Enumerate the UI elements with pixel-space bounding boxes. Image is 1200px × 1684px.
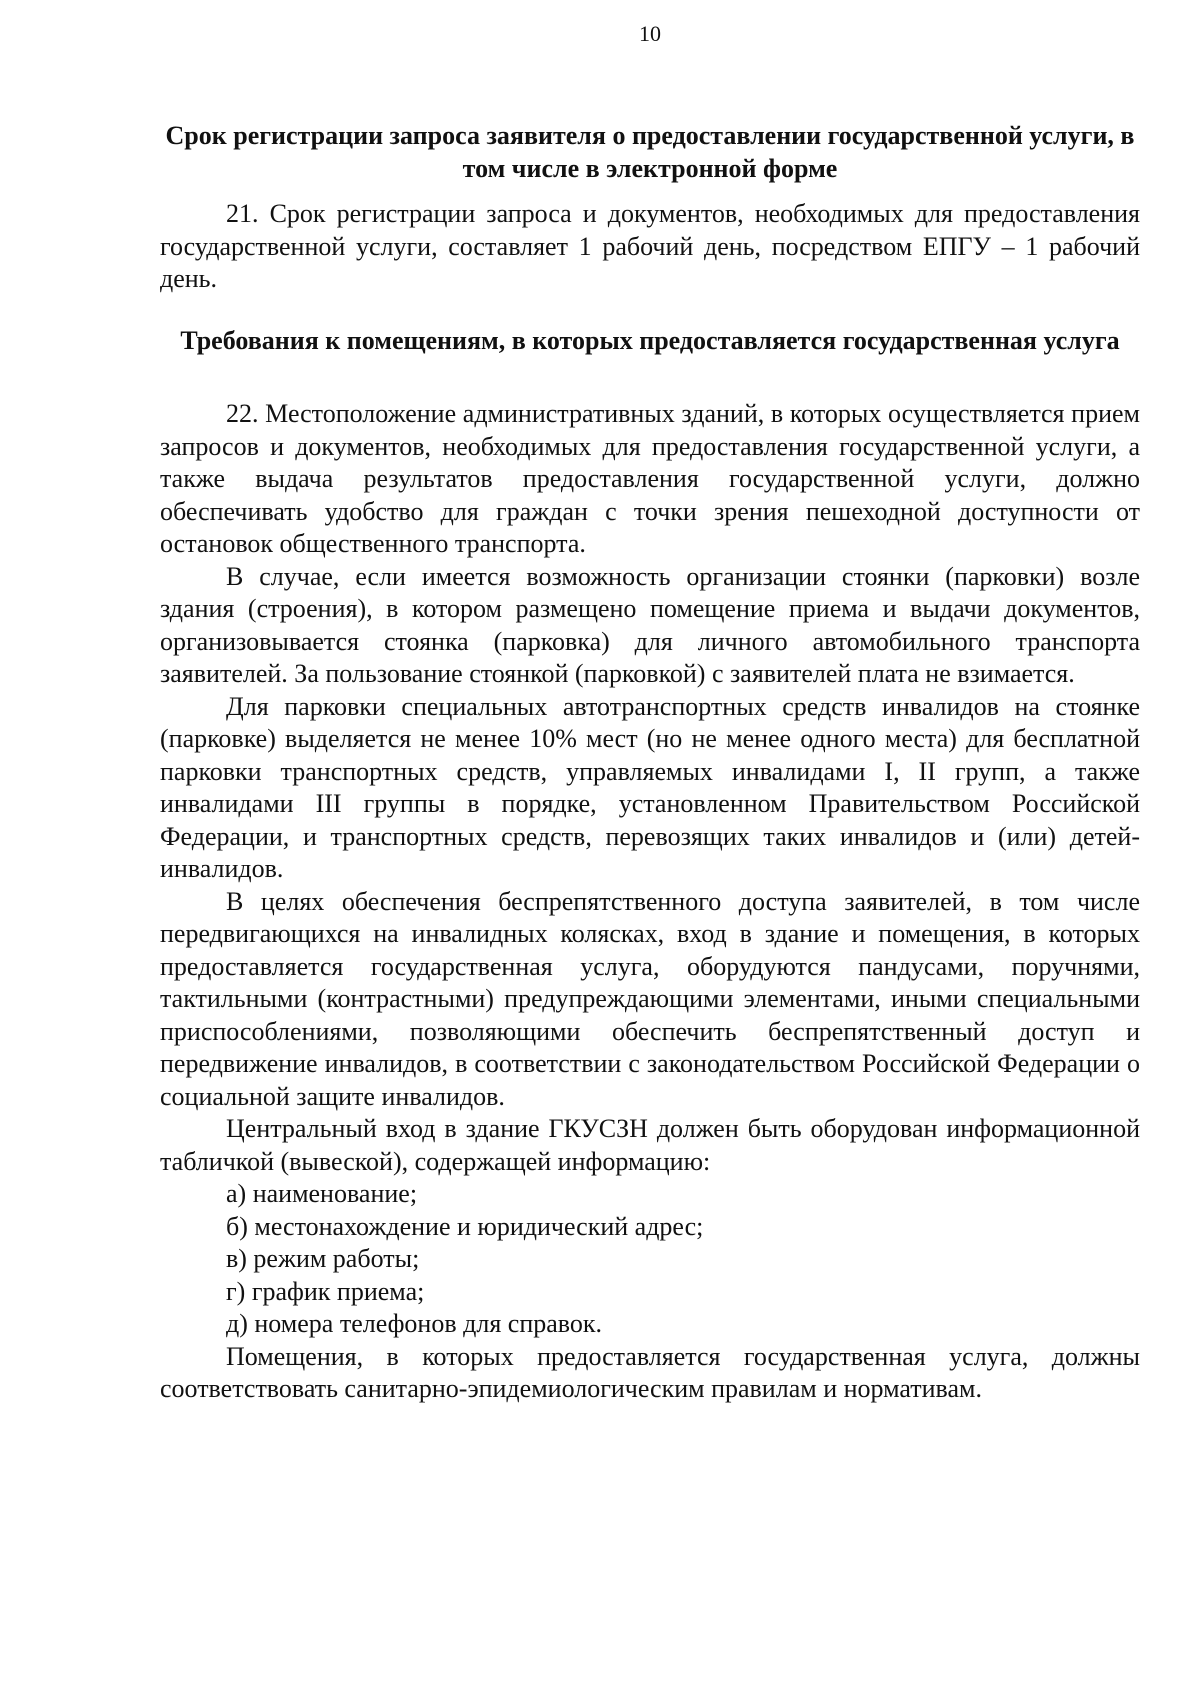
paragraph-parking: В случае, если имеется возможность организации стоянки (парковки) возле здания (строения), в котором размещено помещение приема и выдачи документов, организовывается стоянка (парковка) для личного автомобильного транспорта заявителей. За пользование стоянкой (парковкой) с заявителей плата не взимается. bbox=[160, 561, 1140, 688]
list-item-schedule: г) график приема; bbox=[226, 1276, 425, 1306]
paragraph-21: 21. Срок регистрации запроса и документов, необходимых для предоставления государственной услуги, составляет 1 рабочий день, посредством ЕПГУ – 1 рабочий день. bbox=[160, 199, 1140, 293]
list-item-address: б) местонахождение и юридический адрес; bbox=[226, 1211, 704, 1241]
paragraph-sanitary-rules: Помещения, в которых предоставляется государственная услуга, должны соответствовать санитарно-эпидемиологическим правилам и нормативам. bbox=[160, 1341, 1140, 1403]
section-body-registration bbox=[160, 198, 1140, 296]
section-heading-premises: Требования к помещениям, в которых предоставляется государственная услуга bbox=[180, 326, 1120, 355]
section-heading-registration: Срок регистрации запроса заявителя о предоставлении государственной услуги, в том числе в электронной форме bbox=[165, 121, 1135, 183]
paragraph-22-location: 22. Местоположение административных зданий, в которых осуществляется прием запросов и документов, необходимых для предоставления государственной услуги, а также выдача результатов предоставления государственной услуги, должно обеспечивать удобство для граждан с точки зрения пешеходной доступности от остановок общественного транспорта. bbox=[160, 399, 1140, 558]
paragraph-accessibility: В целях обеспечения беспрепятственного доступа заявителей, в том числе передвигающихся на инвалидных колясках, вход в здание и помещения, в которых предоставляется государственная услуга, оборудуются пандусами, поручнями, тактильными (контрастными) предупреждающими элементами, иными специальными приспособлениями, позволяющими обеспечить беспрепятственный доступ и передвижение инвалидов, в соответствии с законодательством Российской Федерации о социальной защите инвалидов. bbox=[160, 886, 1140, 1111]
list-item-hours: в) режим работы; bbox=[226, 1244, 420, 1273]
page-number: 10 bbox=[639, 21, 661, 46]
section-body-premises bbox=[160, 398, 1140, 1406]
paragraph-disabled-parking: Для парковки специальных автотранспортных средств инвалидов на стоянке (парковке) выделяется не менее 10% мест (но не менее одного места) для бесплатной парковки транспортных средств, управляемых инвалидами I, II групп, а также инвалидами III группы в порядке, установленном Правительством Российской Федерации, и транспортных средств, перевозящих таких инвалидов и (или) детей-инвалидов. bbox=[160, 691, 1140, 883]
paragraph-entrance-sign: Центральный вход в здание ГКУСЗН должен быть оборудован информационной табличкой (вывеской), содержащей информацию: bbox=[160, 1114, 1140, 1176]
document-page bbox=[160, 0, 1140, 1684]
list-item-phones: д) номера телефонов для справок. bbox=[226, 1309, 602, 1338]
list-item-name: а) наименование; bbox=[226, 1179, 418, 1208]
